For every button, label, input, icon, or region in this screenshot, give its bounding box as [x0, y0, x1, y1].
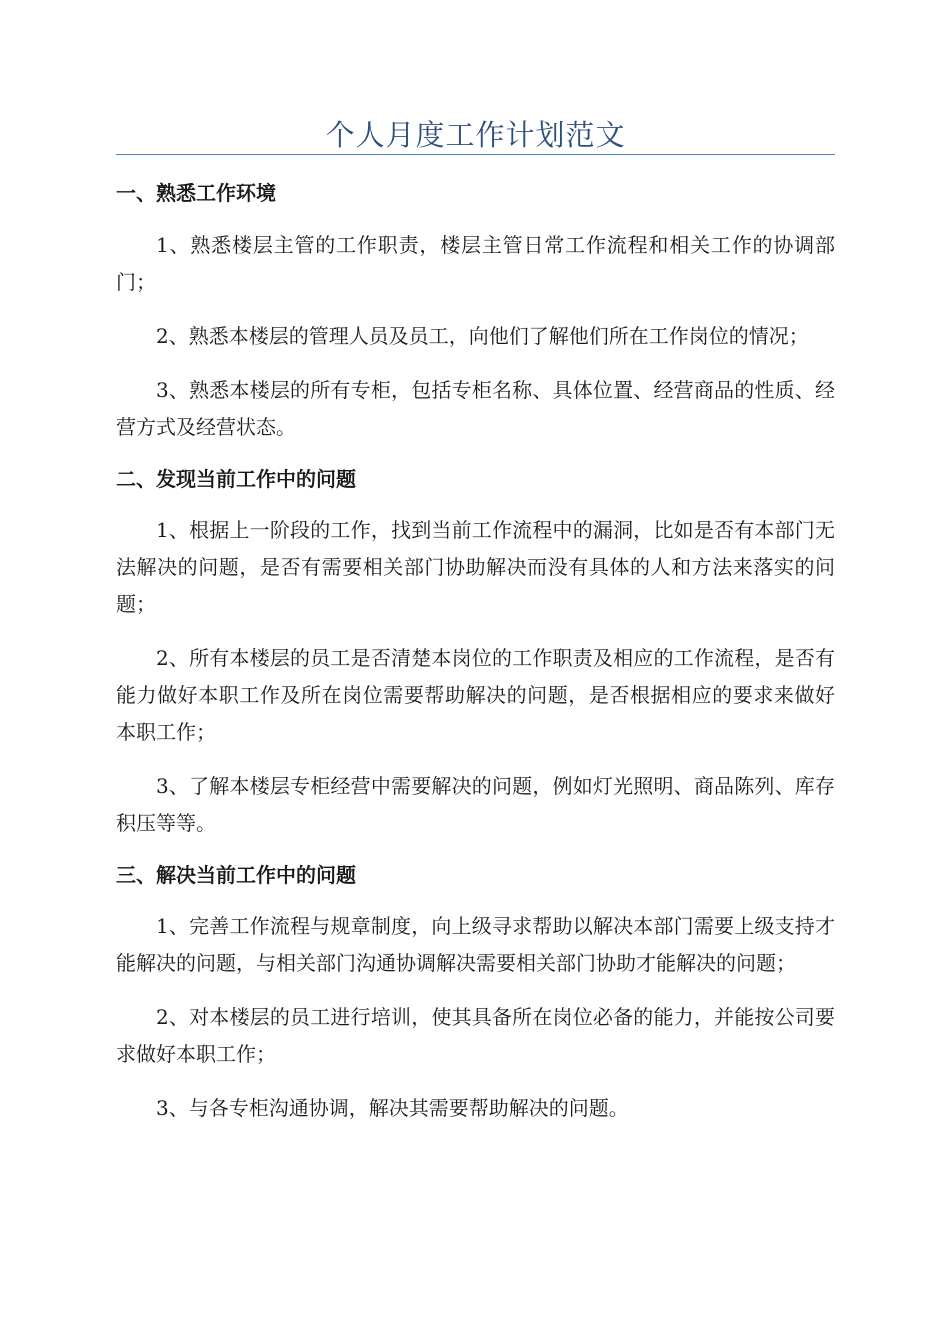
paragraph: 1、完善工作流程与规章制度，向上级寻求帮助以解决本部门需要上级支持才能解决的问题，与相关部门沟通协调解决需要相关部门协助才能解决的问题； — [116, 914, 835, 975]
paragraph: 1、根据上一阶段的工作，找到当前工作流程中的漏洞，比如是否有本部门无法解决的问题，是否有需要相关部门协助解决而没有具体的人和方法来落实的问题； — [116, 518, 835, 616]
section-familiarize-environment — [116, 177, 835, 446]
section-heading: 三、解决当前工作中的问题 — [116, 863, 356, 887]
title-underline — [116, 154, 835, 155]
document-title: 个人月度工作计划范文 — [325, 118, 626, 152]
paragraph: 2、对本楼层的员工进行培训，使其具备所在岗位必备的能力，并能按公司要求做好本职工作； — [116, 1005, 835, 1066]
section-heading: 二、发现当前工作中的问题 — [116, 467, 356, 491]
section-solve-problems — [116, 859, 835, 1127]
paragraph: 1、熟悉楼层主管的工作职责，楼层主管日常工作流程和相关工作的协调部门； — [116, 233, 835, 294]
document-page — [116, 0, 835, 1127]
paragraph: 3、了解本楼层专柜经营中需要解决的问题，例如灯光照明、商品陈列、库存积压等等。 — [116, 774, 835, 835]
paragraph: 2、所有本楼层的员工是否清楚本岗位的工作职责及相应的工作流程，是否有能力做好本职工作及所在岗位需要帮助解决的问题，是否根据相应的要求来做好本职工作； — [116, 646, 835, 744]
section-find-problems — [116, 463, 835, 842]
paragraph: 3、熟悉本楼层的所有专柜，包括专柜名称、具体位置、经营商品的性质、经营方式及经营状态。 — [116, 378, 835, 439]
paragraph: 2、熟悉本楼层的管理人员及员工，向他们了解他们所在工作岗位的情况； — [156, 324, 809, 348]
paragraph: 3、与各专柜沟通协调，解决其需要帮助解决的问题。 — [156, 1096, 629, 1120]
section-heading: 一、熟悉工作环境 — [116, 181, 276, 205]
